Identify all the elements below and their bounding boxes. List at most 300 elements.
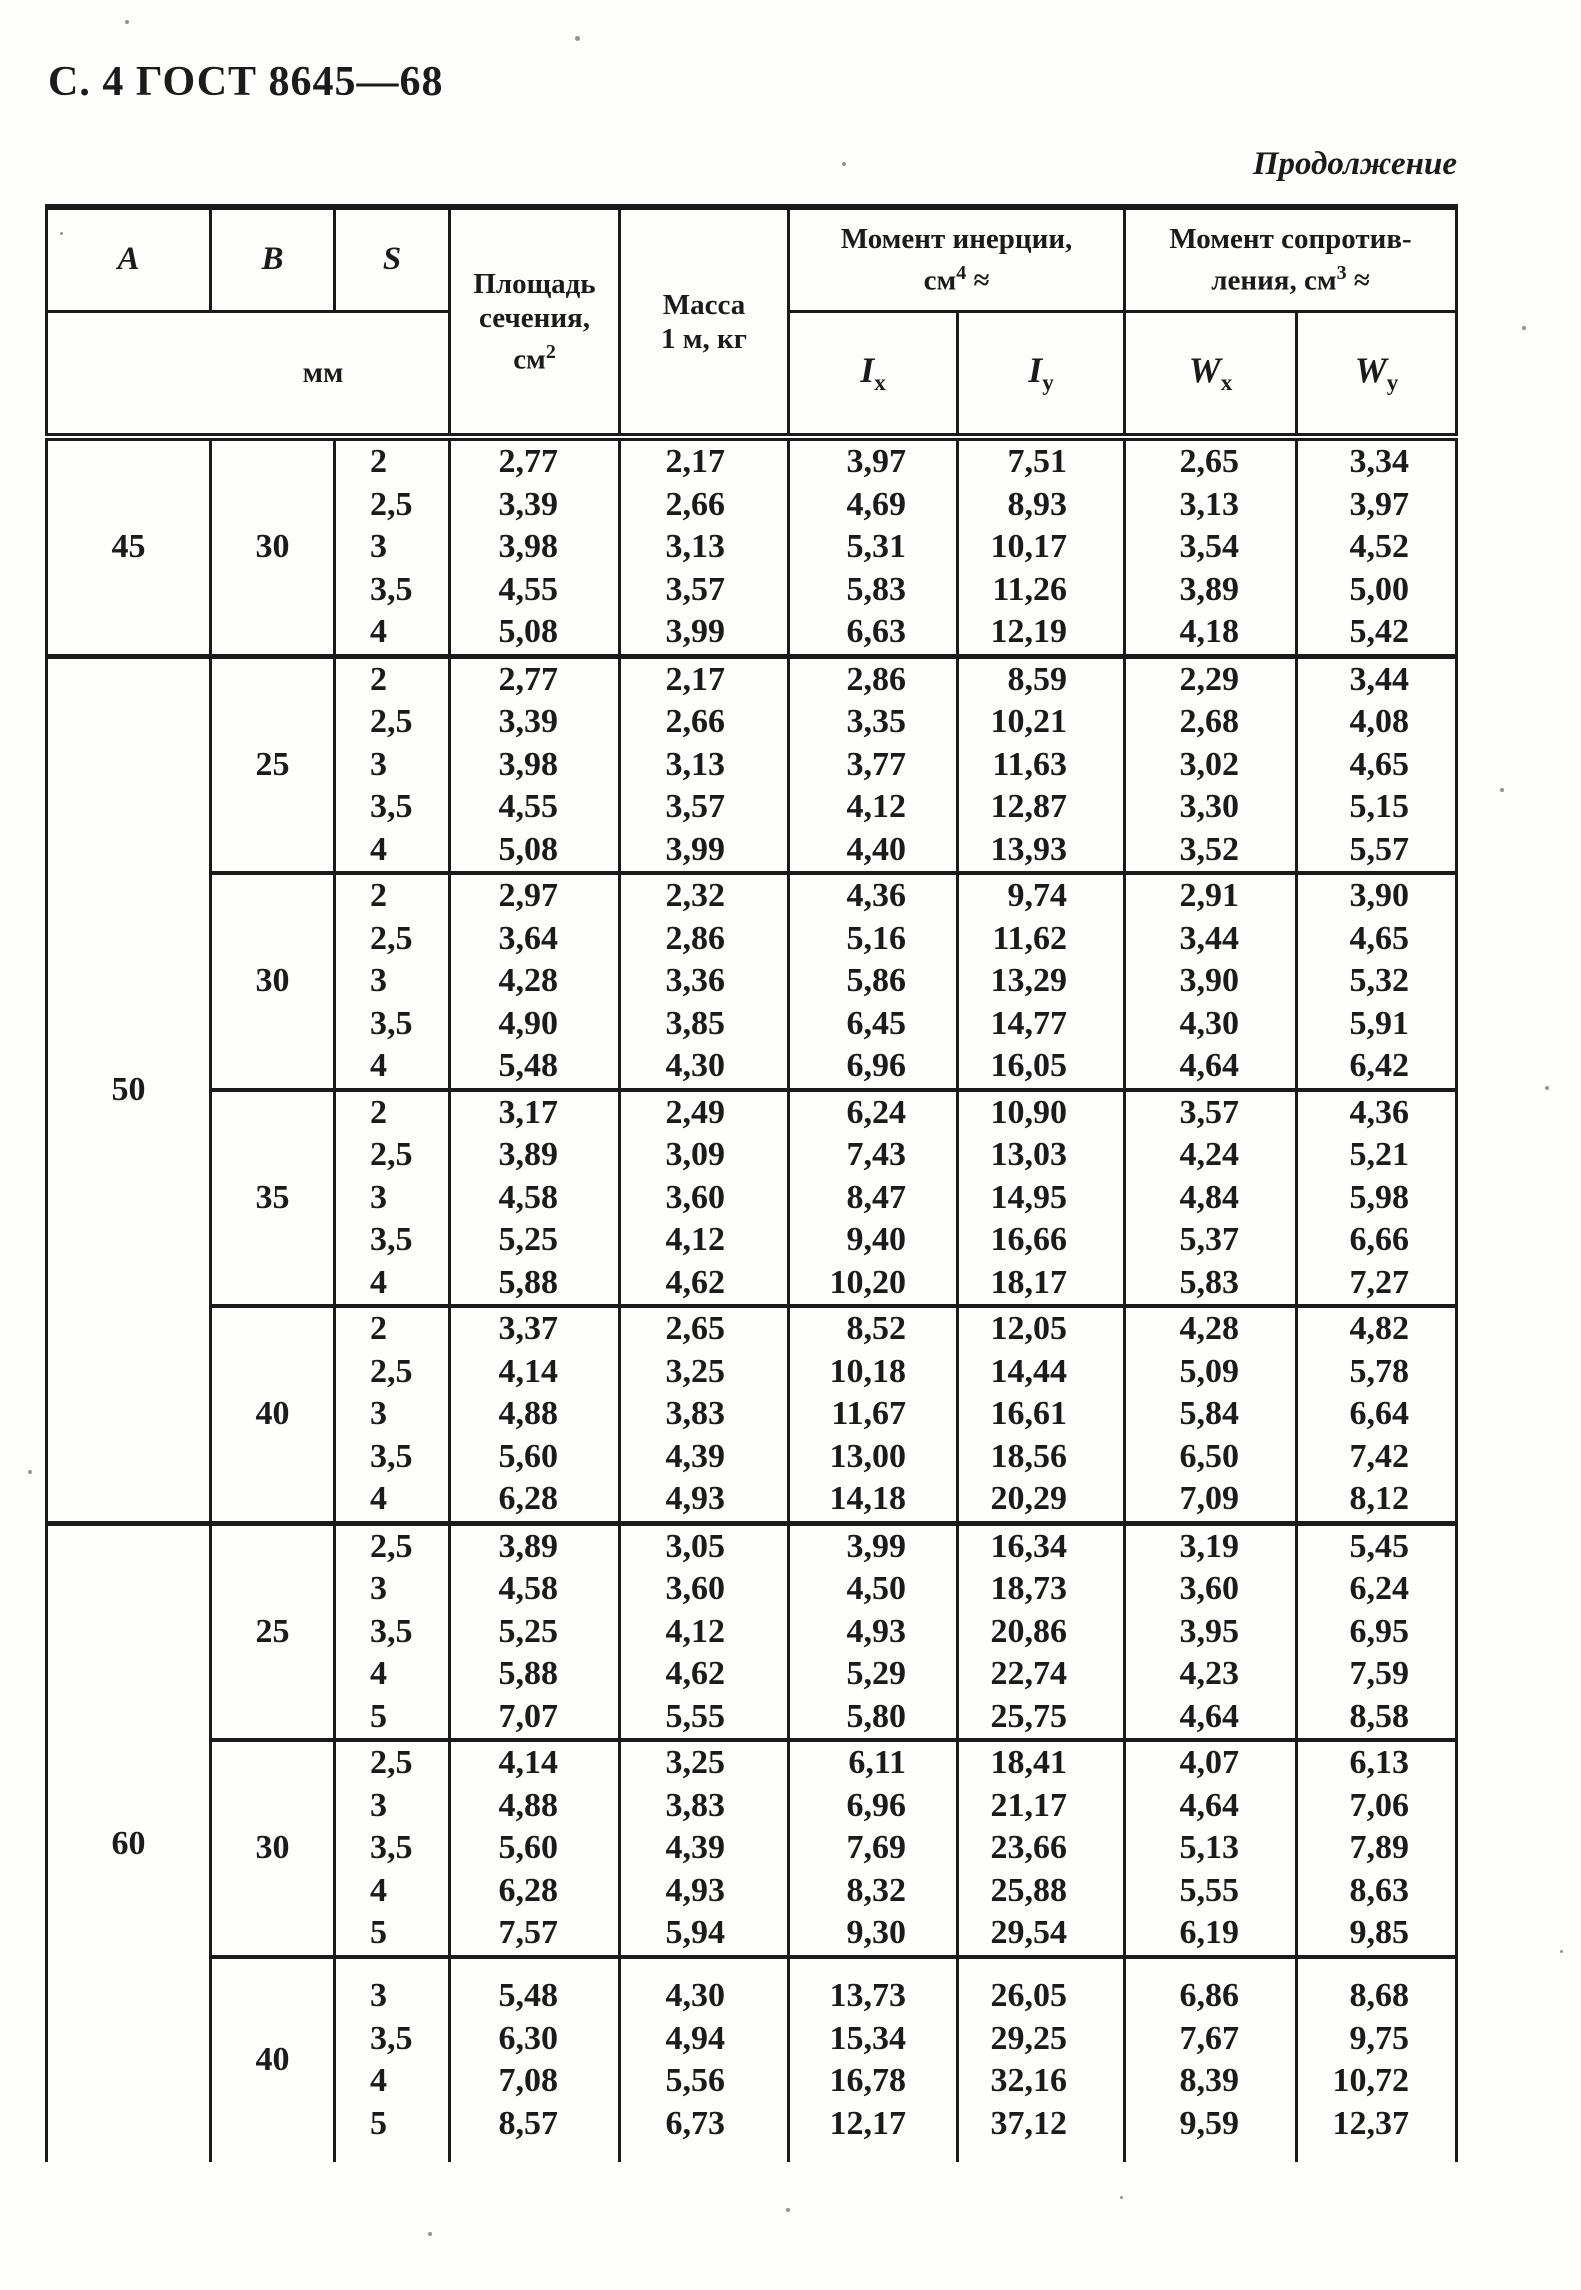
s-value: 2,5 xyxy=(370,1352,413,1390)
s-value: 3 xyxy=(370,1395,387,1432)
ix-value: 3,97 xyxy=(846,443,906,480)
wx-value: 6,50 xyxy=(1179,1437,1239,1475)
s-cell xyxy=(335,1740,450,1957)
inertia-header-line1: Момент инерции, xyxy=(840,222,1073,255)
section-properties-table xyxy=(45,204,1458,2162)
wx-value-stack xyxy=(1126,1308,1295,1521)
s-value: 4 xyxy=(370,830,387,868)
s-value: 3,5 xyxy=(370,2019,413,2057)
wy-value: 9,85 xyxy=(1349,1914,1409,1951)
iy-value-stack xyxy=(959,1975,1123,2145)
wx-value: 7,09 xyxy=(1179,1480,1239,1517)
mass-value: 3,57 xyxy=(665,788,725,825)
wy-value: 4,82 xyxy=(1349,1310,1409,1347)
s-value: 3,5 xyxy=(370,570,413,608)
dimension-b-value: 30 xyxy=(211,1740,335,1957)
mass-cell xyxy=(620,873,789,1090)
s-cell xyxy=(335,656,450,873)
area-value: 5,08 xyxy=(498,830,558,868)
ix-cell xyxy=(789,873,958,1090)
iy-value: 16,61 xyxy=(990,1395,1067,1432)
iy-cell xyxy=(958,1740,1125,1957)
mass-header-line2: 1 м, кг xyxy=(661,322,747,355)
s-value: 3 xyxy=(370,962,387,999)
area-value: 3,98 xyxy=(498,528,558,565)
area-value: 3,39 xyxy=(498,485,558,523)
s-value: 4 xyxy=(370,1655,387,1692)
area-value: 4,14 xyxy=(498,1352,558,1390)
mass-cell xyxy=(620,1957,789,2162)
s-value: 3 xyxy=(370,1570,387,1607)
mass-value: 2,32 xyxy=(665,877,725,914)
s-value: 2,5 xyxy=(370,1527,413,1565)
mass-value: 2,17 xyxy=(665,660,725,698)
iy-value: 7,51 xyxy=(1007,443,1067,480)
area-cell xyxy=(450,1740,620,1957)
wx-value: 7,67 xyxy=(1179,2019,1239,2057)
iy-value: 16,34 xyxy=(990,1527,1067,1565)
area-value: 5,25 xyxy=(498,1612,558,1650)
iy-value: 32,16 xyxy=(990,2062,1067,2099)
ix-cell xyxy=(789,656,958,873)
mass-value-stack xyxy=(621,659,787,872)
wy-value: 6,24 xyxy=(1349,1570,1409,1607)
mass-value: 3,25 xyxy=(665,1744,725,1781)
dimension-b-value: 30 xyxy=(211,873,335,1090)
mass-value-stack xyxy=(621,875,787,1088)
table-group-row xyxy=(47,1306,1457,1523)
iy-cell xyxy=(958,1090,1125,1307)
ix-value: 15,34 xyxy=(829,2019,906,2057)
mass-header-line1: Масса xyxy=(662,288,746,321)
wx-cell xyxy=(1125,1957,1297,2162)
mass-value-stack xyxy=(621,1975,787,2145)
mass-value: 3,99 xyxy=(665,830,725,868)
scan-speckle xyxy=(1522,326,1526,330)
area-cell xyxy=(450,1090,620,1307)
col-header-iy: $I_y$ xyxy=(958,311,1125,437)
area-value: 4,14 xyxy=(498,1744,558,1781)
ix-value: 3,35 xyxy=(846,703,906,740)
wy-cell xyxy=(1297,656,1457,873)
s-value: 2,5 xyxy=(370,919,413,957)
iy-value: 25,75 xyxy=(990,1697,1067,1735)
s-value: 2 xyxy=(370,443,387,480)
iy-value-stack xyxy=(959,1742,1123,1955)
ix-value: 6,63 xyxy=(846,613,906,650)
s-cell xyxy=(335,1090,450,1307)
s-value-stack xyxy=(336,875,448,1088)
iy-value: 18,73 xyxy=(990,1570,1067,1607)
wy-cell xyxy=(1297,437,1457,656)
s-value: 2 xyxy=(370,660,387,698)
scan-speckle xyxy=(60,232,63,235)
area-value-stack xyxy=(451,1092,618,1305)
col-header-area xyxy=(450,207,620,437)
table-group-row xyxy=(47,1090,1457,1307)
iy-value: 12,19 xyxy=(990,613,1067,650)
continuation-label: Продолжение xyxy=(1252,146,1457,182)
ix-value: 9,40 xyxy=(846,1221,906,1258)
table-header xyxy=(47,207,1457,437)
area-value: 4,88 xyxy=(498,1395,558,1432)
iy-value: 14,95 xyxy=(990,1178,1067,1216)
area-value: 5,08 xyxy=(498,613,558,650)
iy-value-stack xyxy=(959,1308,1123,1521)
inertia-header-unit: $см^4$ ≈ xyxy=(923,261,990,297)
iy-value: 14,44 xyxy=(990,1352,1067,1390)
mass-value: 3,60 xyxy=(665,1570,725,1607)
area-cell xyxy=(450,1523,620,1740)
wx-value: 3,90 xyxy=(1179,962,1239,999)
area-value: 5,25 xyxy=(498,1221,558,1258)
wy-value: 3,97 xyxy=(1349,485,1409,523)
wx-value: 4,07 xyxy=(1179,1744,1239,1781)
iy-value: 25,88 xyxy=(990,1871,1067,1909)
ix-value: 4,69 xyxy=(846,485,906,523)
s-value-stack xyxy=(336,1742,448,1955)
iy-value: 20,86 xyxy=(990,1612,1067,1650)
wy-value: 8,58 xyxy=(1349,1697,1409,1735)
wx-value-stack xyxy=(1126,875,1295,1088)
wy-value: 3,90 xyxy=(1349,877,1409,914)
wy-value: 5,57 xyxy=(1349,830,1409,868)
resistance-header-line1: Момент сопротив- xyxy=(1169,222,1412,255)
wx-value: 5,13 xyxy=(1179,1829,1239,1866)
area-cell xyxy=(450,656,620,873)
area-value: 4,55 xyxy=(498,570,558,608)
wy-value: 5,91 xyxy=(1349,1004,1409,1042)
iy-value: 16,05 xyxy=(990,1047,1067,1084)
col-header-mass xyxy=(620,207,789,437)
wx-value: 3,57 xyxy=(1179,1093,1239,1131)
wx-cell xyxy=(1125,437,1297,656)
wy-value: 4,65 xyxy=(1349,919,1409,957)
wy-cell xyxy=(1297,1523,1457,1740)
iy-value: 14,77 xyxy=(990,1004,1067,1042)
mass-value: 4,39 xyxy=(665,1829,725,1866)
area-header-line2: сечения, xyxy=(479,301,590,334)
mass-value: 4,30 xyxy=(665,1047,725,1084)
iy-value: 13,29 xyxy=(990,962,1067,999)
area-value-stack xyxy=(451,1526,618,1739)
ix-value: 3,99 xyxy=(846,1527,906,1565)
mass-value: 2,66 xyxy=(665,703,725,740)
ix-value: 4,12 xyxy=(846,788,906,825)
area-value: 3,37 xyxy=(498,1310,558,1347)
mass-value: 3,09 xyxy=(665,1136,725,1173)
mass-value: 4,62 xyxy=(665,1263,725,1301)
s-value: 4 xyxy=(370,1263,387,1301)
scan-speckle xyxy=(575,36,580,41)
scan-speckle xyxy=(28,1470,32,1474)
s-value: 4 xyxy=(370,1047,387,1084)
iy-value: 11,26 xyxy=(992,570,1067,608)
area-value: 3,98 xyxy=(498,745,558,783)
mass-cell xyxy=(620,1740,789,1957)
table-group-row xyxy=(47,1740,1457,1957)
ix-value: 6,24 xyxy=(846,1093,906,1131)
dimension-b-value: 35 xyxy=(211,1090,335,1307)
iy-value: 20,29 xyxy=(990,1480,1067,1517)
col-header-ix: $I_x$ xyxy=(789,311,958,437)
s-value: 2,5 xyxy=(370,703,413,740)
area-value: 7,57 xyxy=(498,1914,558,1951)
s-value: 2,5 xyxy=(370,485,413,523)
ix-value-stack xyxy=(790,441,956,654)
mass-value: 2,66 xyxy=(665,485,725,523)
ix-value: 4,40 xyxy=(846,830,906,868)
ix-cell xyxy=(789,1306,958,1523)
mass-cell xyxy=(620,1306,789,1523)
wy-value: 5,45 xyxy=(1349,1527,1409,1565)
wx-cell xyxy=(1125,1306,1297,1523)
ix-value: 4,93 xyxy=(846,1612,906,1650)
ix-value: 5,16 xyxy=(846,919,906,957)
mass-value: 4,12 xyxy=(665,1221,725,1258)
table-group-row xyxy=(47,1523,1457,1740)
wy-value: 9,75 xyxy=(1349,2019,1409,2057)
ix-value: 8,47 xyxy=(846,1178,906,1216)
scan-speckle xyxy=(786,2208,790,2212)
wx-value: 5,09 xyxy=(1179,1352,1239,1390)
wy-value: 6,95 xyxy=(1349,1612,1409,1650)
ix-value: 5,31 xyxy=(846,528,906,565)
wx-value: 3,95 xyxy=(1179,1612,1239,1650)
mass-value: 6,73 xyxy=(665,2104,725,2142)
mass-value: 5,94 xyxy=(665,1914,725,1951)
ix-value: 14,18 xyxy=(829,1480,906,1517)
s-value: 3 xyxy=(370,1786,387,1824)
iy-value: 37,12 xyxy=(990,2104,1067,2142)
ix-value: 3,77 xyxy=(846,745,906,783)
wy-value: 7,89 xyxy=(1349,1829,1409,1866)
col-header-mm: мм xyxy=(47,311,450,437)
ix-value: 6,96 xyxy=(846,1047,906,1084)
area-value: 7,07 xyxy=(498,1697,558,1735)
area-cell xyxy=(450,437,620,656)
col-header-s: S xyxy=(335,207,450,311)
wx-value-stack xyxy=(1126,1092,1295,1305)
mass-cell xyxy=(620,437,789,656)
wx-value: 3,02 xyxy=(1179,745,1239,783)
iy-value: 8,93 xyxy=(1007,485,1067,523)
iy-value: 11,62 xyxy=(992,919,1067,957)
wx-value: 4,64 xyxy=(1179,1786,1239,1824)
s-value: 2 xyxy=(370,877,387,914)
area-value-stack xyxy=(451,659,618,872)
ix-value: 16,78 xyxy=(829,2062,906,2099)
area-header-unit: $см^2$ xyxy=(513,340,556,376)
ix-value: 13,73 xyxy=(829,1977,906,2014)
s-value-stack xyxy=(336,1975,448,2145)
wy-cell xyxy=(1297,1957,1457,2162)
wx-cell xyxy=(1125,656,1297,873)
area-value: 4,55 xyxy=(498,788,558,825)
mass-value: 3,99 xyxy=(665,613,725,650)
wx-value: 6,19 xyxy=(1179,1914,1239,1951)
mass-value: 4,93 xyxy=(665,1871,725,1909)
wx-value: 4,28 xyxy=(1179,1310,1239,1347)
table-group-row xyxy=(47,1957,1457,2162)
scan-speckle xyxy=(1545,1086,1549,1090)
area-value-stack xyxy=(451,875,618,1088)
wy-value: 3,34 xyxy=(1349,443,1409,480)
wx-value: 3,60 xyxy=(1179,1570,1239,1607)
wx-value: 6,86 xyxy=(1179,1977,1239,2014)
mass-value: 4,93 xyxy=(665,1480,725,1517)
wy-value: 3,44 xyxy=(1349,660,1409,698)
s-value: 3 xyxy=(370,528,387,565)
iy-value: 29,25 xyxy=(990,2019,1067,2057)
mass-value: 3,05 xyxy=(665,1527,725,1565)
wx-value: 4,24 xyxy=(1179,1136,1239,1173)
wx-value: 4,30 xyxy=(1179,1004,1239,1042)
area-value: 5,88 xyxy=(498,1263,558,1301)
iy-value: 21,17 xyxy=(990,1786,1067,1824)
iy-value: 9,74 xyxy=(1007,877,1067,914)
s-value: 5 xyxy=(370,1914,387,1951)
s-value: 3,5 xyxy=(370,788,413,825)
wx-value-stack xyxy=(1126,1526,1295,1739)
area-value: 5,88 xyxy=(498,1655,558,1692)
wx-value-stack xyxy=(1126,1975,1295,2145)
scan-speckle xyxy=(428,2232,432,2236)
s-value: 5 xyxy=(370,2104,387,2142)
iy-value-stack xyxy=(959,1526,1123,1739)
wx-value: 4,64 xyxy=(1179,1697,1239,1735)
wy-value: 10,72 xyxy=(1332,2062,1409,2099)
mass-value: 4,30 xyxy=(665,1977,725,2014)
wx-value: 2,65 xyxy=(1179,443,1239,480)
iy-value-stack xyxy=(959,1092,1123,1305)
wx-value: 3,89 xyxy=(1179,570,1239,608)
area-value: 5,48 xyxy=(498,1047,558,1084)
mass-value-stack xyxy=(621,1092,787,1305)
iy-value: 16,66 xyxy=(990,1221,1067,1258)
wx-value: 3,54 xyxy=(1179,528,1239,565)
wx-value: 4,64 xyxy=(1179,1047,1239,1084)
mass-value: 3,57 xyxy=(665,570,725,608)
area-cell xyxy=(450,873,620,1090)
mass-value-stack xyxy=(621,1308,787,1521)
iy-value: 18,41 xyxy=(990,1744,1067,1781)
wy-value: 4,36 xyxy=(1349,1093,1409,1131)
wy-value-stack xyxy=(1298,1975,1455,2145)
area-value-stack xyxy=(451,1975,618,2145)
s-value-stack xyxy=(336,1092,448,1305)
wy-value: 5,15 xyxy=(1349,788,1409,825)
wx-value-stack xyxy=(1126,441,1295,654)
wx-value: 5,55 xyxy=(1179,1871,1239,1909)
mass-value: 4,62 xyxy=(665,1655,725,1692)
iy-value: 18,17 xyxy=(990,1263,1067,1301)
s-value: 4 xyxy=(370,613,387,650)
wy-value: 8,12 xyxy=(1349,1480,1409,1517)
mass-value: 3,36 xyxy=(665,962,725,999)
table-group-row xyxy=(47,656,1457,873)
wx-value: 5,83 xyxy=(1179,1263,1239,1301)
iy-cell xyxy=(958,873,1125,1090)
wy-value: 7,42 xyxy=(1349,1437,1409,1475)
area-value: 4,90 xyxy=(498,1004,558,1042)
scan-speckle xyxy=(842,162,846,166)
wx-value: 8,39 xyxy=(1179,2062,1239,2099)
wy-value: 6,64 xyxy=(1349,1395,1409,1432)
wx-value-stack xyxy=(1126,1742,1295,1955)
table-group-row xyxy=(47,437,1457,656)
s-value: 4 xyxy=(370,1480,387,1517)
mass-value-stack xyxy=(621,441,787,654)
mass-value: 4,12 xyxy=(665,1612,725,1650)
ix-value: 11,67 xyxy=(831,1395,906,1432)
dimension-b-value: 30 xyxy=(211,437,335,656)
s-cell xyxy=(335,437,450,656)
col-header-inertia xyxy=(789,207,1125,311)
mass-value: 3,13 xyxy=(665,528,725,565)
ix-value: 6,11 xyxy=(848,1744,906,1781)
wy-cell xyxy=(1297,1306,1457,1523)
ix-value: 8,32 xyxy=(846,1871,906,1909)
header-row-top xyxy=(47,207,1457,311)
wy-value: 4,52 xyxy=(1349,528,1409,565)
page-header: С. 4 ГОСТ 8645—68 xyxy=(48,59,444,105)
s-value: 3,5 xyxy=(370,1612,413,1650)
ix-value: 9,30 xyxy=(846,1914,906,1951)
wx-value: 9,59 xyxy=(1179,2104,1239,2142)
wx-value: 2,29 xyxy=(1179,660,1239,698)
wy-value-stack xyxy=(1298,1526,1455,1739)
wy-value: 8,68 xyxy=(1349,1977,1409,2014)
ix-value-stack xyxy=(790,1975,956,2145)
area-value: 3,39 xyxy=(498,703,558,740)
col-header-wx: $W_x$ xyxy=(1125,311,1297,437)
wx-value: 3,13 xyxy=(1179,485,1239,523)
ix-value: 10,18 xyxy=(829,1352,906,1390)
area-value: 4,58 xyxy=(498,1178,558,1216)
ix-value: 2,86 xyxy=(846,660,906,698)
area-header-line1: Площадь xyxy=(473,267,596,300)
iy-value: 12,87 xyxy=(990,788,1067,825)
mass-cell xyxy=(620,656,789,873)
iy-cell xyxy=(958,437,1125,656)
area-value: 4,88 xyxy=(498,1786,558,1824)
ix-cell xyxy=(789,1740,958,1957)
area-value: 4,28 xyxy=(498,962,558,999)
iy-value: 8,59 xyxy=(1007,660,1067,698)
wx-value: 3,30 xyxy=(1179,788,1239,825)
ix-value: 5,83 xyxy=(846,570,906,608)
ix-value: 5,86 xyxy=(846,962,906,999)
wx-value: 4,84 xyxy=(1179,1178,1239,1216)
area-value: 3,64 xyxy=(498,919,558,957)
s-value: 4 xyxy=(370,2062,387,2099)
wx-value: 2,68 xyxy=(1179,703,1239,740)
mass-value: 5,55 xyxy=(665,1697,725,1735)
s-value: 2 xyxy=(370,1093,387,1131)
iy-value: 12,05 xyxy=(990,1310,1067,1347)
dimension-a-value: 50 xyxy=(47,656,211,1523)
iy-value: 13,03 xyxy=(990,1136,1067,1173)
iy-value: 11,63 xyxy=(992,745,1067,783)
iy-value: 10,21 xyxy=(990,703,1067,740)
wy-value: 7,27 xyxy=(1349,1263,1409,1301)
mass-value: 2,17 xyxy=(665,443,725,480)
s-value-stack xyxy=(336,441,448,654)
ix-value-stack xyxy=(790,1308,956,1521)
dimension-b-value: 25 xyxy=(211,1523,335,1740)
s-value: 3 xyxy=(370,745,387,783)
